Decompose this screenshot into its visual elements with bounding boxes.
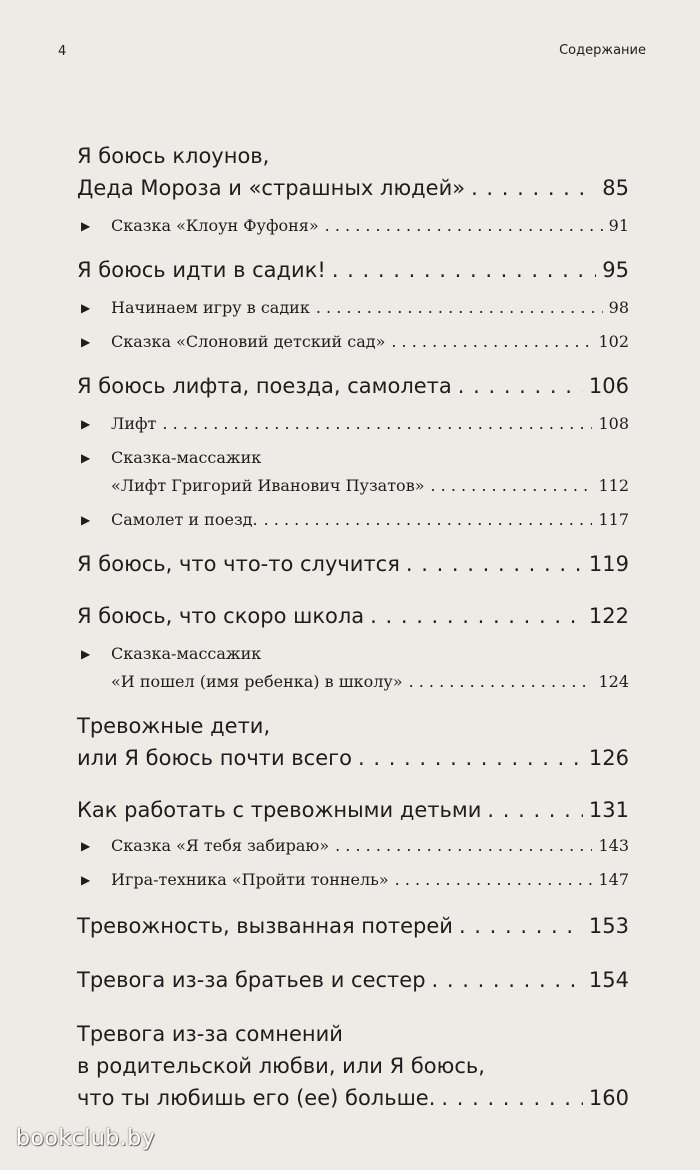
toc-page-number: 108	[598, 414, 629, 433]
toc-page-number: 91	[608, 216, 629, 235]
toc-subsection	[77, 410, 629, 438]
toc-subsection	[77, 866, 629, 894]
toc-page-number: 153	[588, 914, 629, 938]
dot-leader	[264, 506, 593, 534]
dot-leader	[325, 212, 603, 240]
triangle-bullet-icon: ▶	[81, 647, 91, 661]
dot-leader	[332, 254, 596, 286]
toc-entry-title: Как работать с тревожными детьми	[77, 798, 482, 822]
dot-leader	[391, 328, 592, 356]
toc-subsection	[77, 294, 629, 322]
toc-entry-title: что ты любишь его (ее) больше.	[77, 1086, 436, 1110]
toc-page-number: 102	[598, 332, 629, 351]
toc-entry-title: или Я боюсь почти всего	[77, 746, 352, 770]
dot-leader	[358, 742, 583, 774]
toc-subsection	[77, 640, 629, 696]
toc-entry-title: Сказка-массажик	[111, 448, 262, 467]
toc-chapter	[77, 548, 629, 580]
dot-leader	[487, 794, 583, 826]
triangle-bullet-icon: ▶	[81, 301, 91, 315]
toc-page-number: 106	[588, 374, 629, 398]
toc-chapter	[77, 370, 629, 402]
toc-page-number: 117	[598, 510, 629, 529]
toc-entry-title: Тревога из-за братьев и сестер	[77, 968, 426, 992]
toc-chapter	[77, 964, 629, 996]
toc-entry-title: Я боюсь, что скоро школа	[77, 604, 365, 628]
toc-entry-title: Деда Мороза и «страшных людей»	[77, 176, 466, 200]
dot-leader	[335, 832, 592, 860]
toc-entry-title: в родительской любви, или Я боюсь,	[77, 1054, 485, 1078]
toc-subsection	[77, 328, 629, 356]
dot-leader	[409, 668, 593, 696]
toc-chapter	[77, 794, 629, 826]
toc-page-number: 126	[588, 746, 629, 770]
toc-entry-title: Я боюсь лифта, поезда, самолета	[77, 374, 452, 398]
table-of-contents	[77, 140, 629, 1114]
running-header-title: Содержание	[559, 43, 646, 58]
dot-leader	[432, 964, 583, 996]
toc-chapter	[77, 910, 629, 942]
dot-leader	[370, 600, 583, 632]
toc-page-number: 122	[588, 604, 629, 628]
toc-chapter	[77, 140, 629, 204]
toc-entry-title: Тревога из-за сомнений	[77, 1022, 343, 1046]
toc-entry-title: Я боюсь клоунов,	[77, 144, 270, 168]
toc-page-number: 98	[608, 298, 629, 317]
toc-chapter	[77, 600, 629, 632]
toc-subsection	[77, 506, 629, 534]
triangle-bullet-icon: ▶	[81, 451, 91, 465]
toc-subsection	[77, 212, 629, 240]
toc-entry-title: Самолет и поезд.	[111, 510, 258, 529]
triangle-bullet-icon: ▶	[81, 839, 91, 853]
toc-entry-title: Я боюсь, что что-то случится	[77, 552, 400, 576]
toc-chapter	[77, 710, 629, 774]
dot-leader	[458, 370, 583, 402]
dot-leader	[459, 910, 583, 942]
dot-leader	[430, 472, 592, 500]
triangle-bullet-icon: ▶	[81, 513, 91, 527]
dot-leader	[471, 172, 596, 204]
toc-chapter	[77, 254, 629, 286]
toc-page-number: 95	[602, 258, 629, 282]
toc-entry-title: Сказка «Клоун Фуфоня»	[111, 216, 319, 235]
toc-subsection	[77, 444, 629, 500]
toc-subsection	[77, 832, 629, 860]
triangle-bullet-icon: ▶	[81, 219, 91, 233]
toc-page-number: 143	[598, 836, 629, 855]
toc-entry-title: «Лифт Григорий Иванович Пузатов»	[111, 476, 425, 495]
toc-entry-title: «И пошел (имя ребенка) в школу»	[111, 672, 403, 691]
toc-page-number: 160	[588, 1086, 629, 1110]
page-number: 4	[58, 44, 67, 59]
toc-page-number: 131	[588, 798, 629, 822]
dot-leader	[395, 866, 593, 894]
toc-page-number: 147	[598, 870, 629, 889]
dot-leader	[441, 1082, 583, 1114]
toc-page-number: 154	[588, 968, 629, 992]
toc-entry-title: Лифт	[111, 414, 157, 433]
toc-entry-title: Начинаем игру в садик	[111, 298, 310, 317]
toc-page-number: 119	[588, 552, 629, 576]
triangle-bullet-icon: ▶	[81, 417, 91, 431]
toc-entry-title: Сказка «Слоновий детский сад»	[111, 332, 386, 351]
dot-leader	[406, 548, 583, 580]
toc-page-number: 112	[598, 476, 629, 495]
toc-entry-title: Игра-техника «Пройти тоннель»	[111, 870, 389, 889]
watermark: bookclub.by	[16, 1126, 156, 1151]
triangle-bullet-icon: ▶	[81, 335, 91, 349]
dot-leader	[316, 294, 603, 322]
toc-entry-title: Сказка-массажик	[111, 644, 262, 663]
toc-entry-title: Тревожные дети,	[77, 714, 271, 738]
toc-page-number: 124	[598, 672, 629, 691]
toc-entry-title: Сказка «Я тебя забираю»	[111, 836, 330, 855]
toc-entry-title: Тревожность, вызванная потерей	[77, 914, 453, 938]
triangle-bullet-icon: ▶	[81, 873, 91, 887]
dot-leader	[162, 410, 592, 438]
toc-chapter	[77, 1018, 629, 1114]
toc-entry-title: Я боюсь идти в садик!	[77, 258, 326, 282]
toc-page-number: 85	[602, 176, 629, 200]
